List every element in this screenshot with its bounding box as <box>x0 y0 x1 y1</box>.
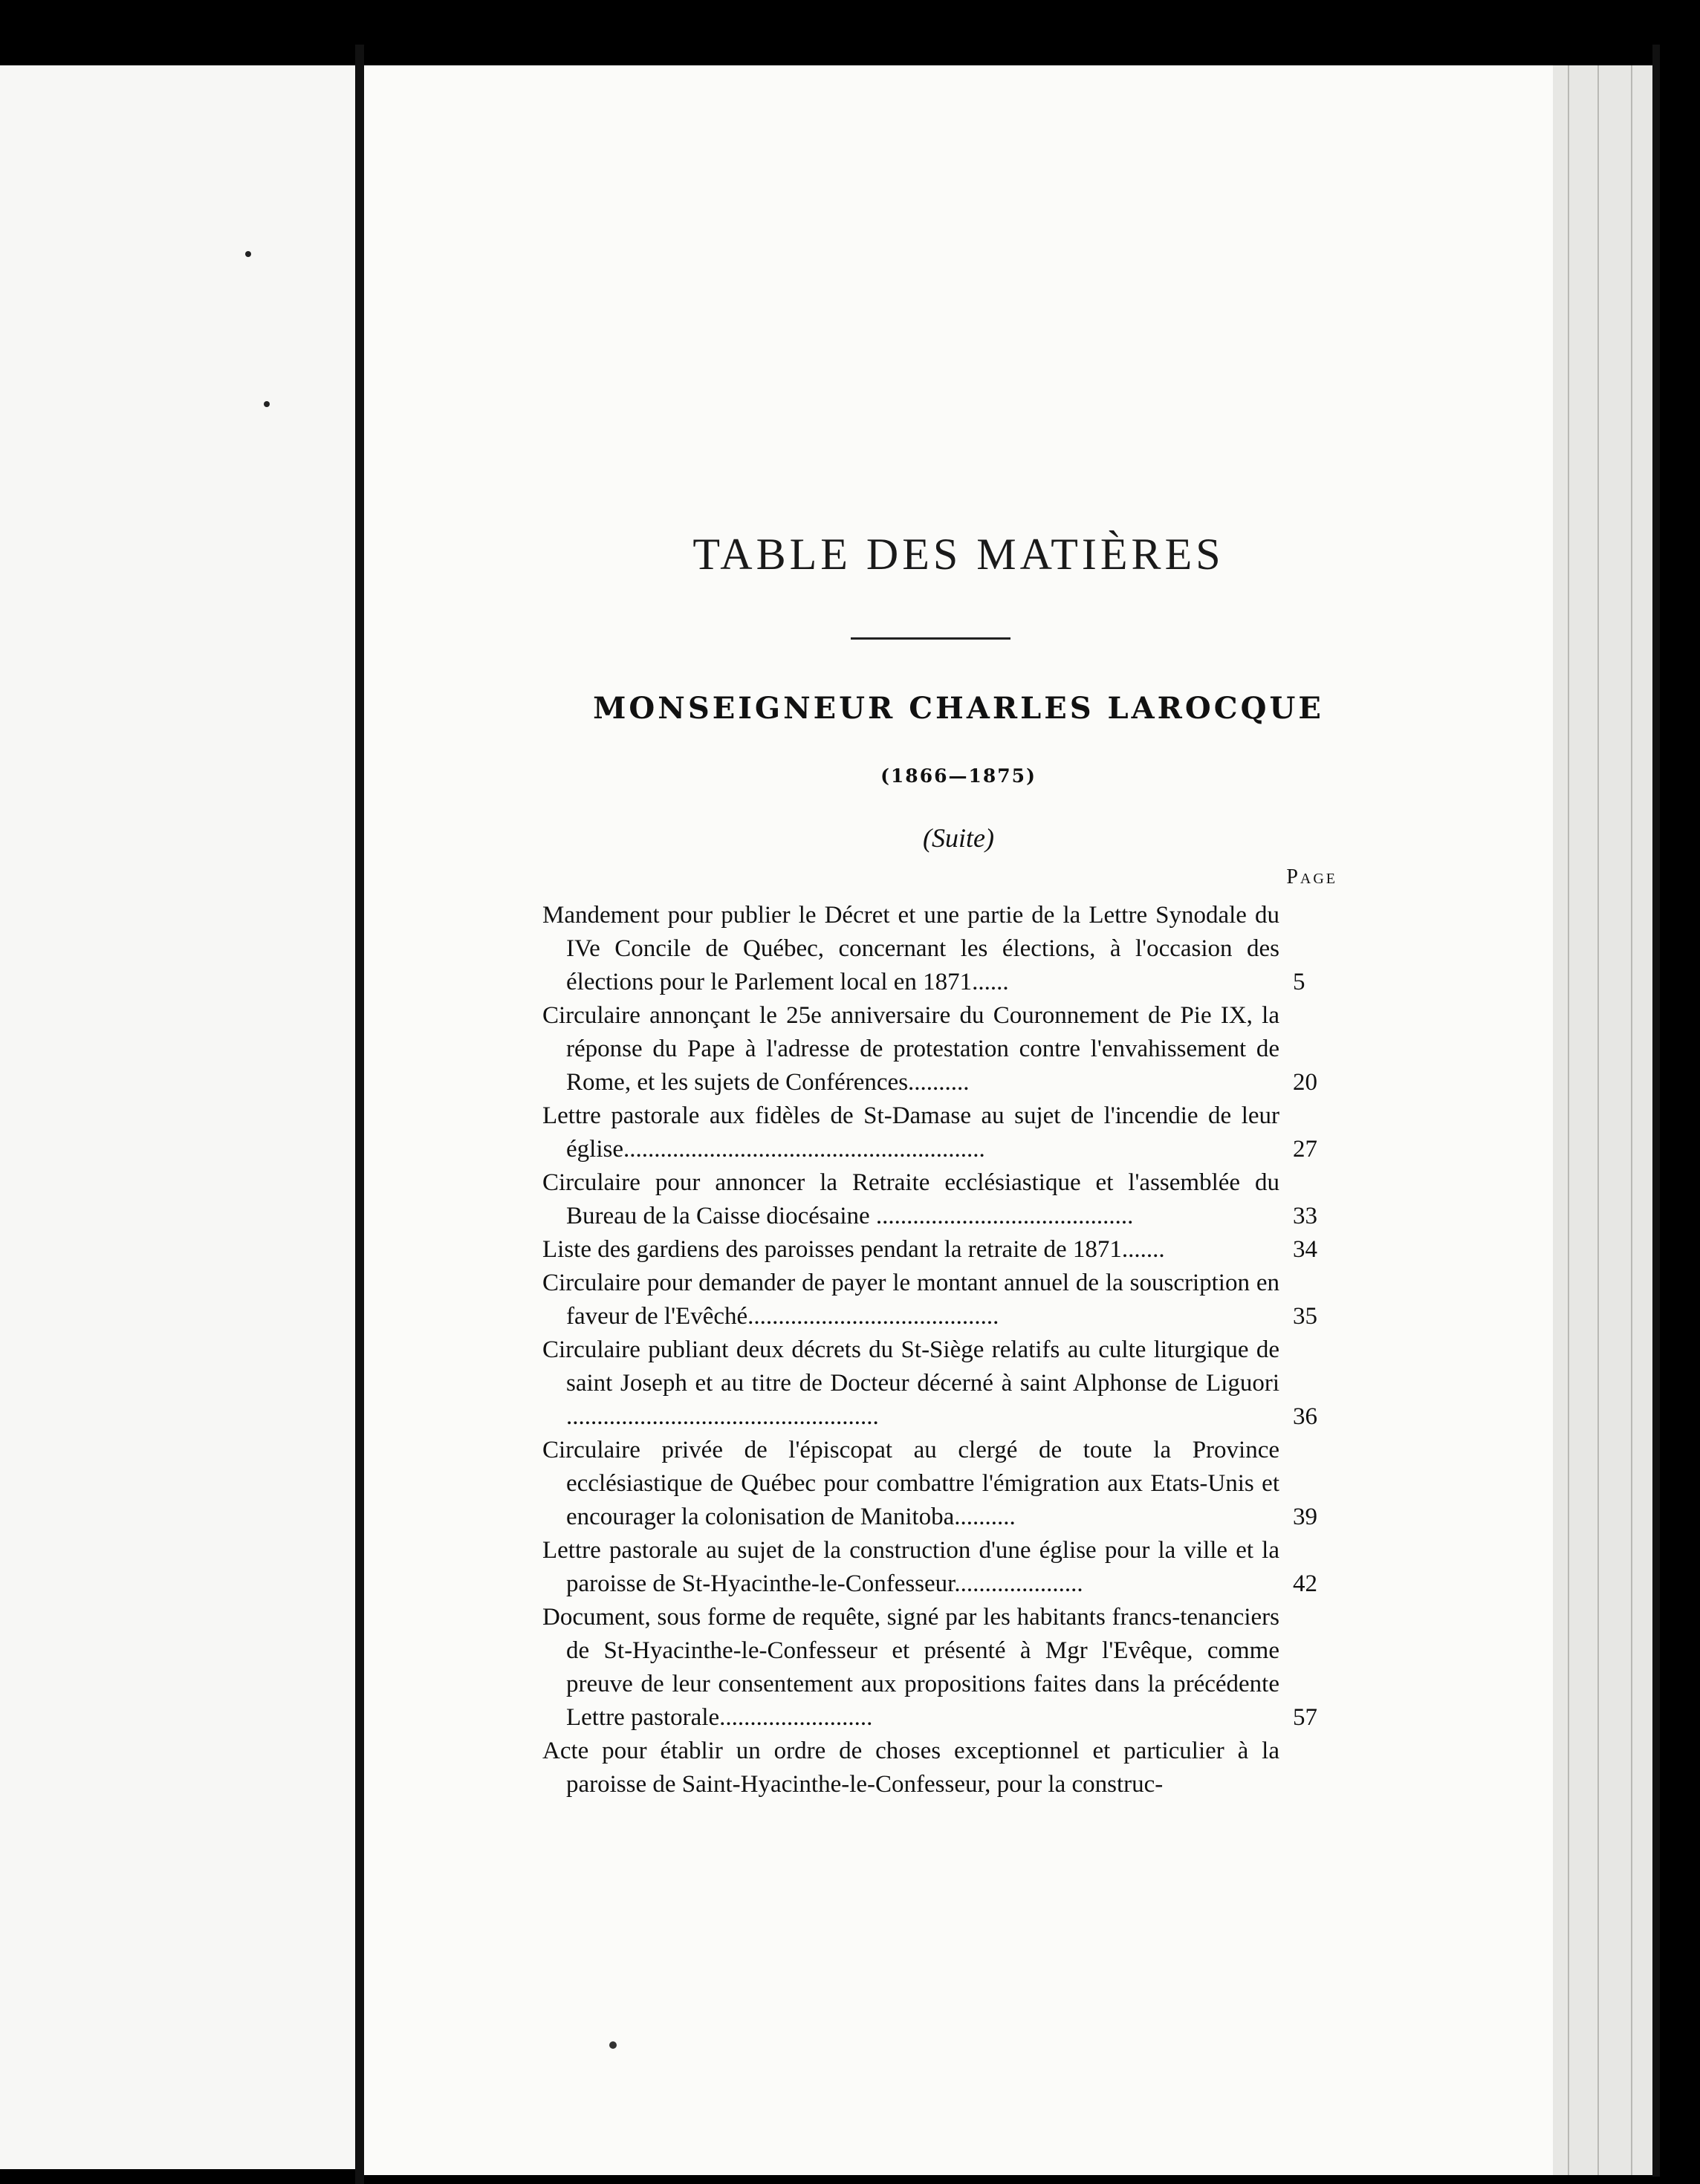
toc-entry <box>542 1099 1337 1166</box>
toc-entry <box>542 1233 1337 1267</box>
toc-page-number: 36 <box>1293 1403 1317 1430</box>
section-heading: MONSEIGNEUR CHARLES LAROCQUE <box>593 691 1324 726</box>
toc-entry <box>542 1534 1337 1601</box>
toc-entry <box>542 899 1337 999</box>
table-of-contents <box>542 899 1337 1801</box>
toc-entry <box>542 999 1337 1099</box>
toc-page-number: 5 <box>1293 969 1305 995</box>
page-edges <box>1553 65 1652 2175</box>
toc-entry-text: Liste des gardiens des paroisses pendant la retraite de 1871....... <box>542 1236 1165 1263</box>
toc-page-number: 35 <box>1293 1303 1317 1330</box>
section-dates: (1866—1875) <box>880 765 1036 787</box>
toc-entry-text: Acte pour établir un ordre de choses exceptionnel et particulier à la paroisse de Saint-Hyacinthe-le-Confesseur, pour la construc- <box>542 1738 1279 1798</box>
toc-entry <box>542 1735 1337 1801</box>
page-title: TABLE DES MATIÈRES <box>692 530 1224 579</box>
toc-entry-text: Mandement pour publier le Décret et une partie de la Lettre Synodale du IVe Concile de Québec, concernant les élections, à l'occasion des élections pour le Parlement local en 1871...... <box>542 902 1279 995</box>
left-page <box>0 65 355 2169</box>
toc-entry <box>542 1333 1337 1434</box>
toc-entry <box>542 1434 1337 1534</box>
title-divider <box>851 637 1010 640</box>
toc-entry-text: Circulaire annonçant le 25e anniversaire du Couronnement de Pie IX, la réponse du Pape à l'adresse de protestation contre l'envahissement de Rome, et les sujets de Conférences.......... <box>542 1002 1279 1096</box>
toc-page-number: 34 <box>1293 1236 1317 1263</box>
toc-entry-text: Circulaire pour annoncer la Retraite ecclésiastique et l'assemblée du Bureau de la Caisse diocésaine .......................................... <box>542 1169 1279 1229</box>
toc-page-number: 57 <box>1293 1704 1317 1731</box>
page-speck <box>264 401 270 407</box>
toc-page-number: 39 <box>1293 1504 1317 1530</box>
toc-entry <box>542 1267 1337 1333</box>
toc-page-number: 20 <box>1293 1069 1317 1096</box>
toc-entry-text: Document, sous forme de requête, signé par les habitants francs-tenanciers de St-Hyacinthe-le-Confesseur et présenté à Mgr l'Evêque, comme preuve de leur consentement aux propositions faites dans la précédente Lettre pastorale......................... <box>542 1604 1279 1731</box>
toc-page-number: 27 <box>1293 1136 1317 1163</box>
toc-entry <box>542 1601 1337 1735</box>
page-speck <box>245 251 251 257</box>
toc-page-number: 33 <box>1293 1203 1317 1229</box>
book-gutter <box>355 45 364 2184</box>
scan-border <box>1652 45 1660 2177</box>
toc-entry-text: Lettre pastorale aux fidèles de St-Damase au sujet de l'incendie de leur église........................................................... <box>542 1102 1279 1163</box>
page-column-label: Page <box>1286 865 1337 888</box>
toc-page-number: 42 <box>1293 1570 1317 1597</box>
toc-entry-text: Lettre pastorale au sujet de la construction d'une église pour la ville et la paroisse de St-Hyacinthe-le-Confesseur..................... <box>542 1537 1279 1597</box>
toc-entry-text: Circulaire privée de l'épiscopat au clergé de toute la Province ecclésiastique de Québec pour combattre l'émigration aux Etats-Unis et encourager la colonisation de Manitoba.......... <box>542 1437 1279 1530</box>
toc-entry-text: Circulaire pour demander de payer le montant annuel de la souscription en faveur de l'Evêché......................................... <box>542 1270 1279 1330</box>
toc-entry <box>542 1166 1337 1233</box>
toc-entry-text: Circulaire publiant deux décrets du St-Siège relatifs au culte liturgique de saint Joseph et au titre de Docteur décerné à saint Alphonse de Liguori ................................................... <box>542 1336 1279 1430</box>
page-speck <box>609 2041 617 2049</box>
continuation-note: (Suite) <box>923 823 994 853</box>
